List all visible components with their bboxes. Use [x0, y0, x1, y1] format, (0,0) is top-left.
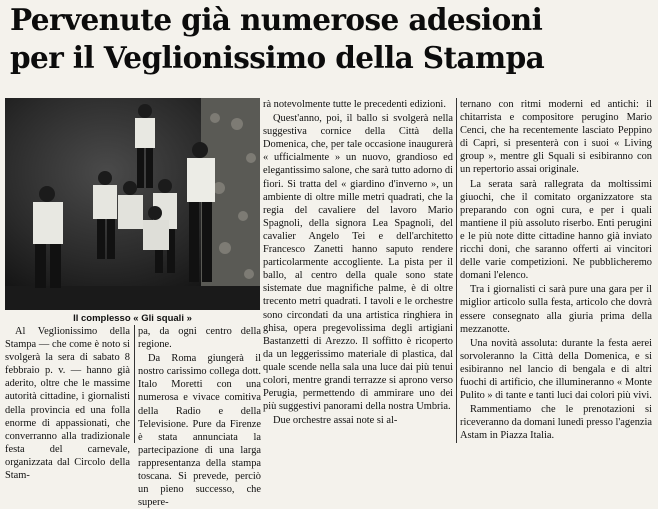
column-2-paragraph: Da Roma giungerà il nostro carissimo collega dott. Italo Moretti con una numerosa e vivace comitiva della Radio e della Televisione. Pure da Firenze è stata annunciata la partecipazione di una larga rappresentanza della stampa toscana. Si prevede, perciò un pieno successo, che supere-: [138, 353, 261, 509]
band-photo: [5, 98, 260, 310]
photo-caption: Il complesso « Gli squali »: [73, 313, 192, 324]
column-2: [138, 325, 261, 509]
column-4-paragraph: La serata sarà rallegrata da moltissimi giuochi, che il comitato organizzatore sta preparando con ogni cura, e per i quali mantiene il più assoluto riserbo. Enti perugini e le più note ditte cittadine hanno già inviato ricchi doni, che saranno offerti ai vincitori delle varie competizioni. Ne pubblicheremo domani l'elenco.: [460, 178, 652, 282]
column-1-paragraph: Al Veglionissimo della Stampa — che come è noto si svolgerà la sera di sabato 8 febbraio p. v. — hanno già aderito, oltre che le massime autorità cittadine, i giornalisti della provincia ed una folla enorme di appassionati, che converranno alla tradizionale festa del carnevale, organizzata dal Circolo della Stam-: [5, 326, 130, 482]
column-divider: [134, 325, 135, 443]
headline-line-2: per il Veglionissimo della Stampa: [10, 40, 545, 75]
column-1: [5, 325, 130, 482]
column-3-paragraph: Due orchestre assai note si al-: [273, 415, 398, 427]
headline-line-1: Pervenute già numerose adesioni: [10, 2, 543, 37]
column-4-paragraph: ternano con ritmi moderni ed antichi: il chitarrista e compositore perugino Mario Cenci, che ha recentemente lasciato Peppino di Capri, si presenterà con i suoi « Living group », mentre gli Squali si esibiranno con un repertorio assai originale.: [460, 99, 652, 176]
headline: [10, 1, 650, 77]
column-3: [263, 98, 453, 427]
column-2-paragraph: pa, da ogni centro della regione.: [138, 326, 261, 351]
column-4-paragraph: Rammentiamo che le prenotazioni si riceveranno da domani lunedì presso l'agenzia Astam in Piazza Italia.: [460, 404, 653, 442]
column-4-paragraph: Tra i giornalisti ci sarà pure una gara per il miglior articolo sulla festa, articolo che dovrà essere consegnato alla giuria prima della mezzanotte.: [460, 284, 652, 335]
column-4-paragraph: Una novità assoluta: durante la festa aerei sorvoleranno la Città della Domenica, e si esibiranno nel lancio di bengala e di altri fuochi di artificio, che illumineranno « Monte Pulito » di tante e tanti luci dai colori più vivi.: [460, 337, 652, 402]
column-4: [460, 98, 652, 442]
column-3-paragraph: Quest'anno, poi, il ballo si svolgerà nella suggestiva cornice della Città della Domenica, che, per tale occasione inaugurerà « ufficialmente » un nuovo, grandioso ed elegantissimo salone, che sarà tutto adorno di fiori. Si tratta del « giardino d'inverno », un ambiente di oltre mille metri quadrati, che la regia del cavaliere del lavoro Mario Spagnoli, della signora Lea Spagnoli, del cavalier Angelo Tei e dell'architetto Francesco Zanetti hanno saputo rendere particolarmente accogliente. La pista per il ballo, al centro della quale sono state sistemate due magnifiche palme, è di oltre trecento metri quadrati. I tavoli e le orchestre sono circondati da una artistica ringhiera in ghisa, opera pregevolissima degli artigiani Bastanzetti di Arezzo. Il soffitto è ricoperto da un leggerissimo materiale di plastica, dal quale scende nella sala una luce dai più tenui colori, mentre grandi terrazze si aprono verso Perugia, permettendo di ammirare uno dei più suggestivi panorami della nostra Umbria.: [263, 113, 453, 413]
column-divider: [456, 98, 457, 443]
band-photo-image: [5, 98, 260, 310]
column-3-paragraph: rà notevolmente tutte le precedenti edizioni.: [263, 99, 446, 110]
